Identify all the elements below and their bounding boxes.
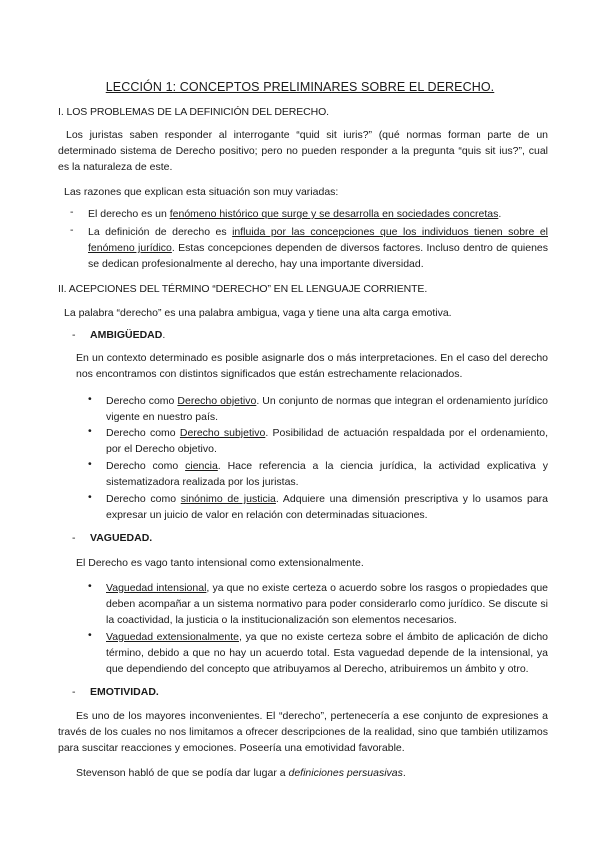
vaguedad-bullet: Vaguedad extensionalmente, ya que no existe certeza sobre el ámbito de aplicación de dicho término, debido a que no hay un acuerdo total. Esta vaguedad depende de la intensional, ya que dependiendo del concepto que atribuyamos al Derecho, atribuiremos un ámbito y otro. [106, 631, 548, 675]
reason-item: El derecho es un fenómeno histórico que surge y se desarrolla en sociedades concretas. [88, 208, 502, 220]
section-2-intro: La palabra “derecho” es una palabra ambigua, vaga y tiene una alta carga emotiva. [64, 307, 452, 319]
ambiguedad-bullet: Derecho como ciencia. Hace referencia a la ciencia jurídica, la actividad explicativa y sistematizadora realizada por los juristas. [106, 460, 548, 488]
ambiguedad-bullet: Derecho como Derecho objetivo. Un conjunto de normas que integran el ordenamiento jurídico vigente en nuestro país. [106, 395, 548, 423]
bullet-marker: • [88, 458, 92, 470]
bullet-marker: • [88, 491, 92, 503]
emotividad-text: Es uno de los mayores inconvenientes. El “derecho”, pertenecería a ese conjunto de expresiones a través de los cuales no nos limitamos a ofrecer descripciones de la realidad, sino que también utilizamos para suscitar reacciones y emociones. Poseería una emotividad favorable. [58, 710, 548, 754]
bullet-marker: • [88, 425, 92, 437]
ambiguedad-heading: - AMBIGÜEDAD. [72, 329, 166, 341]
dash-marker: - [70, 206, 74, 218]
emotividad-heading: - EMOTIVIDAD. [72, 686, 159, 698]
bullet-marker: • [88, 393, 92, 405]
vaguedad-heading: - VAGUEDAD. [72, 532, 153, 544]
reasons-intro: Las razones que explican esta situación son muy variadas: [64, 186, 339, 198]
section-1-intro: Los juristas saben responder al interrogante “quid sit iuris?” (qué normas forman parte de un determinado sistema de Derecho positivo; pero no pueden responder a la pregunta “quis sit ius?”, cual es la naturaleza de este. [58, 129, 548, 173]
bullet-marker: • [88, 629, 92, 641]
stevenson-text: Stevenson habló de que se podía dar lugar a definiciones persuasivas. [76, 767, 406, 779]
ambiguedad-bullet: Derecho como Derecho subjetivo. Posibilidad de actuación respaldada por el ordenamiento, por el Derecho objetivo. [106, 427, 549, 455]
ambiguedad-text: En un contexto determinado es posible asignarle dos o más interpretaciones. En el caso del derecho nos encontramos con distintos significados que están estrechamente relacionados. [76, 352, 548, 380]
section-2-heading: II. ACEPCIONES DEL TÉRMINO “DERECHO” EN EL LENGUAJE CORRIENTE. [58, 283, 428, 295]
ambiguedad-bullet: Derecho como sinónimo de justicia. Adquiere una dimensión prescriptiva y lo usamos para expresar un juicio de valor en relación con determinadas situaciones. [106, 493, 548, 521]
reason-item: La definición de derecho es influida por las concepciones que los individuos tienen sobre el fenómeno jurídico. Estas concepciones dependen de diversos factores. Incluso dentro de quienes se dedican profesionalmente al derecho, hay una importante diversidad. [88, 226, 549, 270]
vaguedad-text: El Derecho es vago tanto intensional como extensionalmente. [76, 557, 364, 569]
bullet-marker: • [88, 580, 92, 592]
document-title: LECCIÓN 1: CONCEPTOS PRELIMINARES SOBRE EL DERECHO. [105, 80, 495, 94]
section-1-heading: I. LOS PROBLEMAS DE LA DEFINICIÓN DEL DERECHO. [58, 106, 329, 118]
dash-marker: - [70, 224, 74, 236]
vaguedad-bullet: Vaguedad intensional, ya que no existe certeza o acuerdo sobre los rasgos o propiedades que deben acompañar a un sistema normativo para poder considerarlo como jurídico. Se discute si la coactividad, la justicia o la institucionalización son elementos necesarios. [106, 582, 548, 626]
